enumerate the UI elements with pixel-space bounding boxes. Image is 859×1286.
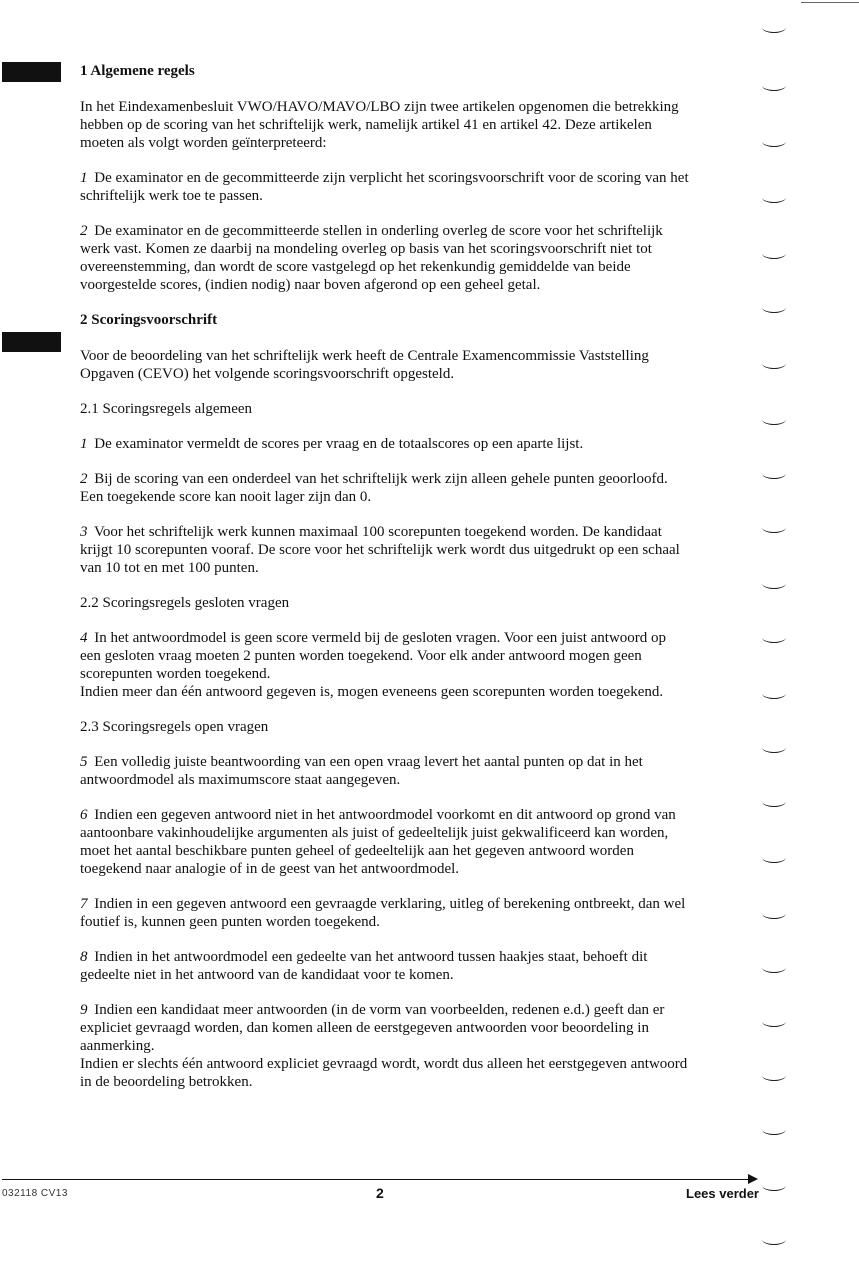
rule-paragraph bbox=[80, 470, 690, 506]
margin-tick-mark bbox=[762, 962, 786, 973]
margin-tick-mark bbox=[762, 522, 786, 533]
rule-text: Indien in het antwoordmodel een gedeelte van het antwoord tussen haakjes staat, behoeft dit gedeelte niet in het antwoord van de kandidaat voor te komen. bbox=[80, 949, 648, 983]
rule-text-continuation: Indien meer dan één antwoord gegeven is, mogen eveneens geen scorepunten worden toegekend. bbox=[80, 684, 664, 700]
margin-tick-mark bbox=[762, 1124, 786, 1135]
rule-number: 5 bbox=[80, 754, 88, 770]
rule-text: Indien een gegeven antwoord niet in het antwoordmodel voorkomt en dit antwoord op grond van aantoonbare vakinhoudelijke argumenten als juist of gedeeltelijk juist gekwalificeerd kan worden, moet het aantal beschikbare punten geheel of gedeeltelijk aan het gegeven antwoord worden toegekend naar analogie of in de geest van het antwoordmodel. bbox=[80, 807, 676, 877]
rule-text: Bij de scoring van een onderdeel van het schriftelijk werk zijn alleen gehele punten geoorloofd. Een toegekende score kan nooit lager zijn dan 0. bbox=[80, 471, 668, 505]
rule-paragraph bbox=[80, 523, 690, 577]
rule-number: 1 bbox=[80, 170, 88, 186]
subsection-2-3-title: 2.3 Scoringsregels open vragen bbox=[80, 719, 269, 735]
rule-paragraph bbox=[80, 895, 690, 931]
arrow-right-icon bbox=[748, 1174, 758, 1184]
rule-number: 6 bbox=[80, 807, 88, 823]
rule-paragraph bbox=[80, 169, 690, 205]
rule-text-continuation: Indien er slechts één antwoord expliciet gevraagd wordt, wordt dus alleen het eerstgegeven antwoord in de beoordeling betrokken. bbox=[80, 1056, 688, 1090]
rule-paragraph bbox=[80, 222, 690, 294]
margin-tick-mark bbox=[762, 358, 786, 369]
rule-paragraph bbox=[80, 435, 690, 453]
margin-tick-mark bbox=[762, 688, 786, 699]
rule-number: 3 bbox=[80, 524, 88, 540]
margin-tick-mark bbox=[762, 632, 786, 643]
margin-tick-mark bbox=[762, 1016, 786, 1027]
rule-number: 9 bbox=[80, 1002, 88, 1018]
margin-tick-mark bbox=[762, 248, 786, 259]
rule-paragraph bbox=[80, 948, 690, 984]
continue-label: Lees verder bbox=[686, 1186, 759, 1201]
rule-text: Een volledig juiste beantwoording van een open vraag levert het aantal punten op dat in het antwoordmodel als maximumscore staat aangegeven. bbox=[80, 754, 643, 788]
rule-number: 2 bbox=[80, 471, 88, 487]
margin-tick-mark bbox=[762, 80, 786, 91]
rule-number: 8 bbox=[80, 949, 88, 965]
rule-text: Indien een kandidaat meer antwoorden (in de vorm van voorbeelden, redenen e.d.) geeft dan er expliciet gevraagd worden, dan komen alleen de eerstgegeven antwoorden voor beoordeling in aanmerking. bbox=[80, 1002, 665, 1054]
rule-number: 2 bbox=[80, 223, 88, 239]
margin-tick-mark bbox=[762, 908, 786, 919]
rule-text: De examinator en de gecommitteerde stellen in onderling overleg de score voor het schriftelijk werk vast. Komen ze daarbij na mondeling overleg op basis van het scoringsvoorschrift niet tot overeenstemming, dan wordt de score vastgelegd op het rekenkundig gemiddelde van beide voorgestelde scores, (indien nodig) naar boven afgerond op een geheel getal. bbox=[80, 223, 663, 293]
rule-number: 4 bbox=[80, 630, 88, 646]
rule-text: De examinator en de gecommitteerde zijn verplicht het scoringsvoorschrift voor de scoring van het schriftelijk werk toe te passen. bbox=[80, 170, 689, 204]
margin-tick-mark bbox=[762, 852, 786, 863]
rule-text: Indien in een gegeven antwoord een gevraagde verklaring, uitleg of berekening ontbreekt, dan wel foutief is, kunnen geen punten worden toegekend. bbox=[80, 896, 686, 930]
margin-tick-mark bbox=[762, 414, 786, 425]
margin-tick-mark bbox=[762, 192, 786, 203]
section-marker-1 bbox=[2, 62, 61, 82]
margin-tick-mark bbox=[762, 578, 786, 589]
footer-rule bbox=[2, 1179, 750, 1180]
section-1-title: 1 Algemene regels bbox=[80, 63, 195, 79]
rule-paragraph bbox=[80, 629, 690, 701]
rule-text: Voor het schriftelijk werk kunnen maximaal 100 scorepunten toegekend worden. De kandidaat krijgt 10 scorepunten vooraf. De score voor het schriftelijk werk wordt dus uitgedrukt op een schaal van 10 tot en met 100 punten. bbox=[80, 524, 680, 576]
margin-tick-mark bbox=[762, 1180, 786, 1191]
margin-tick-mark bbox=[762, 1234, 786, 1245]
rule-number: 1 bbox=[80, 436, 88, 452]
section-2-intro: Voor de beoordeling van het schriftelijk werk heeft de Centrale Examencommissie Vaststelling Opgaven (CEVO) het volgende scoringsvoorschrift opgesteld. bbox=[80, 348, 649, 382]
margin-tick-mark bbox=[762, 1070, 786, 1081]
margin-tick-mark bbox=[762, 136, 786, 147]
margin-tick-mark bbox=[762, 468, 786, 479]
rule-paragraph bbox=[80, 806, 690, 878]
rule-paragraph bbox=[80, 1001, 690, 1091]
margin-tick-mark bbox=[762, 742, 786, 753]
subsection-2-2-title: 2.2 Scoringsregels gesloten vragen bbox=[80, 595, 290, 611]
margin-tick-mark bbox=[762, 302, 786, 313]
rule-text: In het antwoordmodel is geen score vermeld bij de gesloten vragen. Voor een juist antwoord op een gesloten vraag moeten 2 punten worden toegekend. Voor elk ander antwoord mogen geen scorepunten worden toegekend. bbox=[80, 630, 667, 682]
rule-text: De examinator vermeldt de scores per vraag en de totaalscores op een aparte lijst. bbox=[94, 436, 584, 452]
section-marker-2 bbox=[2, 332, 61, 352]
document-body bbox=[80, 62, 690, 1108]
top-edge-rule bbox=[801, 2, 859, 3]
section-1-intro: In het Eindexamenbesluit VWO/HAVO/MAVO/LBO zijn twee artikelen opgenomen die betrekking hebben op de scoring van het schriftelijk werk, namelijk artikel 41 en artikel 42. Deze artikelen moeten als volgt worden geïnterpreteerd: bbox=[80, 99, 679, 151]
rule-number: 7 bbox=[80, 896, 88, 912]
subsection-2-1-title: 2.1 Scoringsregels algemeen bbox=[80, 401, 253, 417]
section-2-title: 2 Scoringsvoorschrift bbox=[80, 312, 218, 328]
document-code: 032118 CV13 bbox=[2, 1188, 68, 1199]
margin-tick-mark bbox=[762, 796, 786, 807]
rule-paragraph bbox=[80, 753, 690, 789]
page-number: 2 bbox=[376, 1185, 384, 1201]
margin-tick-mark bbox=[762, 22, 786, 33]
